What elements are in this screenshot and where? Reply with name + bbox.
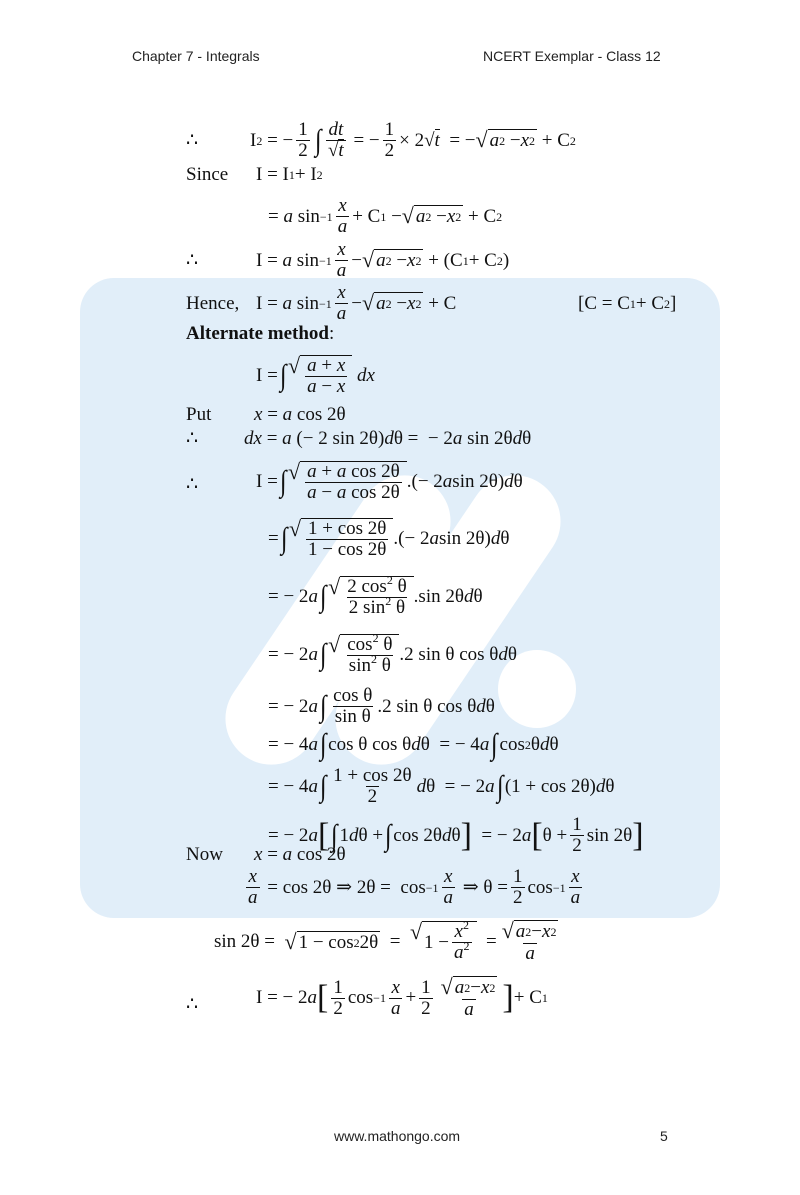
constant-note: [C = C 1 + C 2 ]: [578, 293, 677, 314]
equation-substitution: x = a cos 2θ: [254, 844, 346, 865]
equation-sin2theta: sin 2θ = √ 1 − cos 2 2θ = √ 1 − $\frac{x^2}{a^2}$ = √ a 2 − x 2 a: [214, 918, 557, 964]
since-label: Since: [186, 164, 229, 185]
put-label: Put: [186, 404, 212, 425]
therefore-symbol: ∴: [186, 428, 199, 449]
therefore-symbol: ∴: [186, 130, 199, 151]
equation-step: = − 2 a ∫ √ $\frac{2 \cos^2 \theta}{2 \sin^2 \theta}$ .sin 2θ d θ: [268, 573, 483, 618]
equation-step: = ∫ √ $\frac{1 + \cos 2\theta}{1 - \cos 2\theta}$ .(− 2 a sin 2θ) d θ: [268, 516, 510, 560]
therefore-symbol: ∴: [186, 994, 199, 1015]
equation-step: = − 2 a [ ∫ 1 d θ + ∫ cos 2θ d θ ] = − 2 a [ θ + $\frac{1}{2}$ sin 2θ ]: [268, 814, 644, 856]
equation-final: I = − 2 a [ $\frac{1}{2}$ cos −1 $\frac{x}{a}$ + $\frac{1}{2}$ √ a 2 − x 2 a ] + C 1: [256, 974, 548, 1020]
equation-step: I = a sin −1 $\frac{x}{a}$ − √ a 2 − x 2 + (C 1 + C 2 ): [256, 239, 510, 281]
equation-sum: I = I 1 + I 2: [256, 164, 323, 185]
hence-label: Hence,: [186, 293, 240, 314]
equation-result: I = a sin −1 $\frac{x}{a}$ − √ a 2 − x 2 + C: [256, 282, 457, 324]
equation-step: = − 4 a ∫ $\frac{1 + \cos 2\theta}{2}$ d θ = − 2 a ∫ (1 + cos 2θ) d θ: [268, 765, 615, 807]
therefore-symbol: ∴: [186, 250, 199, 271]
footer-url: www.mathongo.com: [334, 1128, 461, 1144]
equation-theta: $\frac{x}{a}$ = cos 2θ ⇒ 2θ = cos −1 $\frac{x}{a}$ ⇒ θ = $\frac{1}{2}$ cos −1 $\frac{x}{a}$: [248, 866, 581, 908]
therefore-symbol: ∴: [186, 474, 199, 495]
page-number: 5: [660, 1128, 668, 1144]
equation-step: = − 2 a ∫ $\frac{\text{cos θ}}{\text{sin θ}}$ .2 sin θ cos θ d θ: [268, 685, 495, 727]
equation-integral: I = ∫ √ $\frac{a + x}{a - x}$ dx: [256, 353, 375, 397]
alternate-method-heading: Alternate method:: [186, 323, 335, 344]
equation-i2: I 2 = − $\frac{1}{2}$ ∫ $\frac{dt}{√t}$ = − $\frac{1}{2}$ × 2√ t = − √ a 2 − x 2 + C 2: [250, 119, 576, 161]
now-label: Now: [186, 844, 223, 865]
equation-substitution: x = a cos 2θ: [254, 404, 346, 425]
book-title: NCERT Exemplar - Class 12: [483, 48, 661, 64]
chapter-title: Chapter 7 - Integrals: [132, 48, 260, 64]
equation-step: I = ∫ √ $\frac{\text{a + a cos 2θ}}{\text{a − a cos 2θ}}$ .(− 2 a sin 2θ) d θ: [256, 459, 523, 503]
equation-step: = a sin −1 $\frac{x}{a}$ + C 1 − √ a 2 − x 2 + C 2: [268, 195, 503, 237]
equation-step: = − 4 a ∫ cos θ cos θ d θ = − 4 a ∫ cos 2 θ d θ: [268, 728, 559, 761]
equation-differential: dx = a (− 2 sin 2θ) d θ = − 2 a sin 2θ d θ: [244, 428, 532, 449]
equation-step: = − 2 a ∫ √ $\frac{\cos^2 \theta}{\sin^2 \theta}$ .2 sin θ cos θ d θ: [268, 631, 517, 676]
